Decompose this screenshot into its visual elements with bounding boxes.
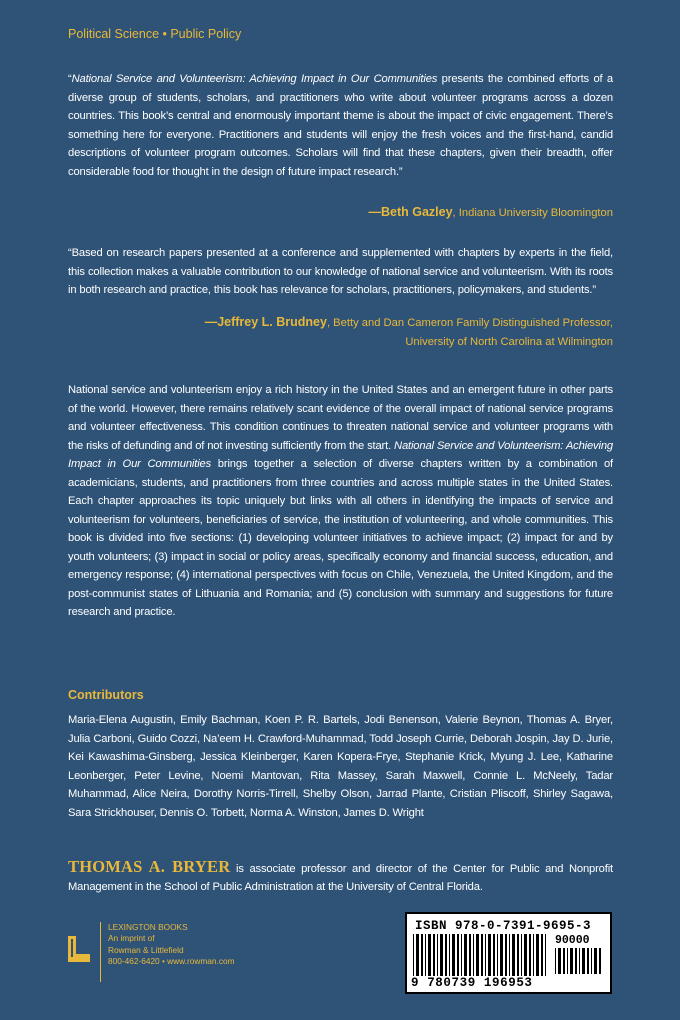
barcode-bar (555, 948, 556, 974)
isbn-barcode (405, 912, 612, 994)
endorsement-attribution-2 (68, 313, 613, 351)
publisher-block (66, 916, 235, 986)
publisher-contact: 800-462-6420 • www.rowman.com (108, 956, 235, 967)
barcode-bar (541, 934, 543, 976)
quote-body: presents the combined efforts of a diverse group of students, scholars, and practitioners who write about volunteer programs across a dozen countries. This book’s central and enormously important theme is about the impact of civic engagement. There’s something here for everyone. Practitioners and students will enjoy the fresh voices and the first-hand, candid descriptions of volunteer program outcomes. Scholars will find that these chapters, given their breadth, offer considerable food for thought in the design of future impact research.” (68, 73, 613, 178)
endorser-affiliation: , Indiana University Bloomington (452, 207, 613, 219)
barcode-bar (570, 948, 573, 974)
barcode-bar (428, 934, 431, 976)
subject-categories: Political Science • Public Policy (68, 27, 242, 41)
barcode-bar (512, 934, 515, 976)
publisher-info (108, 922, 235, 968)
barcode-bar (558, 948, 561, 974)
endorsement-attribution-1 (68, 203, 613, 223)
publisher-imprint: An imprint of (108, 933, 155, 944)
endorser-affiliation: , Betty and Dan Cameron Family Distinguished Professor, (326, 317, 613, 329)
barcode-bar (464, 934, 467, 976)
barcode-bar (413, 934, 414, 976)
ean-digits: 9 780739 196953 (411, 976, 533, 990)
endorsement-quote-1 (68, 70, 613, 181)
endorser-affiliation-line2: University of North Carolina at Wilmington (405, 335, 613, 348)
barcode-bar (461, 934, 462, 976)
endorser-name: —Jeffrey L. Brudney (204, 315, 327, 329)
open-quote: “ (68, 73, 72, 85)
barcode-bar (476, 934, 479, 976)
publisher-name: LEXINGTON BOOKS (108, 922, 188, 932)
barcode-bar (452, 934, 455, 976)
publisher-parent: Rowman & Littlefield (108, 944, 184, 955)
endorsement-quote-2: “Based on research papers presented at a conference and supplemented with chapters by experts in the field, this collection makes a valuable contribution to our knowledge of national service and volunteerism. With its roots in both research and practice, this book has relevance for scholars, practitioners, policymakers, and students.” (68, 247, 613, 296)
lexington-logo-icon (66, 934, 92, 964)
publisher-divider (100, 922, 101, 982)
contributors-list: Maria-Elena Augustin, Emily Bachman, Koen P. R. Bartels, Jodi Benenson, Valerie Beynon, Thomas A. Bryer, Julia Carboni, Guido Cozzi, Na’eem H. Crawford-Muhammad, Todd Joseph Currie, Deborah Jospin, Jay D. Jurie, Kei Kawashima-Ginsberg, Jessica Kleinberger, Karen Kopera-Frye, Stephanie Krick, Myung J. Lee, Katharine Leonberger, Peter Levine, Noemi Mantovan, Rita Massey, Sarah Maxwell, Connie L. McNeely, Tadar Muhammad, Alice Neira, Dorothy Norris-Tirrell, Shelby Olson, Jarrad Plante, Cristian Pliscoff, Shirley Sagawa, Sara Strickhouser, Dennis O. Torbett, Norma A. Winston, James D. Wright (68, 714, 613, 819)
barcode-bar (575, 948, 577, 974)
barcode-bar (505, 934, 507, 976)
barcode-bar (416, 934, 419, 976)
barcode-bar (437, 934, 438, 976)
barcode-bar (545, 934, 546, 976)
barcode-bar (449, 934, 450, 976)
barcode-bar (587, 948, 589, 974)
endorser-name: —Beth Gazley (368, 205, 453, 219)
barcode-bar (567, 948, 568, 974)
barcode-bar (473, 934, 474, 976)
price-code: 90000 (555, 934, 590, 947)
barcode-bar (481, 934, 483, 976)
book-title-italic: National Service and Volunteerism: Achieving Impact in Our Communities (71, 73, 438, 85)
price-barcode-icon (555, 948, 603, 974)
book-title-italic: National Service and Volunteerism: Achieving Impact in Our Communities (68, 439, 613, 470)
barcode-bar (591, 948, 592, 974)
barcode-bar (421, 934, 423, 976)
barcode-bar (599, 948, 601, 974)
barcode-bar (469, 934, 471, 976)
barcode-bar (488, 934, 491, 976)
description-part2: brings together a selection of diverse chapters written by a combination of academicians, students, and practitioners from three countries and across multiple states in the United States. Each chapter approaches its topic uniquely but links with all others in identifying the impacts of service and volunteerism for volunteers, beneficiaries of service, the institution of volunteering, and whole communities. This book is divided into five sections: (1) developing volunteer initiatives to achieve impact; (2) impact for and by youth volunteers; (3) impact in social or policy areas, specifically economy and financial success, education, and emergency response; (4) international perspectives with focus on Chile, Venezuela, the United Kingdom, and the post-communist states of Lithuania and Romania; and (5) conclusion with summary and suggestions for future research and practice. (68, 458, 613, 618)
barcode-bar (425, 934, 426, 976)
isbn-number: ISBN 978-0-7391-9695-3 (415, 919, 592, 933)
barcode-bar (533, 934, 534, 976)
barcode-bar (579, 948, 580, 974)
barcode-bar (440, 934, 443, 976)
barcode-bar (433, 934, 435, 976)
author-name: THOMAS A. BRYER (68, 857, 231, 876)
contributors-heading: Contributors (68, 688, 144, 702)
barcode-bar (509, 934, 510, 976)
barcode-bar (497, 934, 498, 976)
barcode-bar (445, 934, 447, 976)
barcode-bar (524, 934, 527, 976)
barcode-bar (521, 934, 522, 976)
barcode-bar (536, 934, 539, 976)
author-bio-text: is associate professor and director of the Center for Public and Nonprofit Management in the School of Public Administration at the University of Central Florida. (68, 863, 613, 893)
author-bio (68, 858, 613, 896)
barcode-bar (529, 934, 531, 976)
barcode-bar (485, 934, 486, 976)
barcode-bar (493, 934, 495, 976)
barcode-bar (563, 948, 565, 974)
barcode-bar (517, 934, 519, 976)
barcode-bar (582, 948, 585, 974)
book-description (68, 381, 613, 622)
barcode-bar (457, 934, 459, 976)
barcode-bar (594, 948, 597, 974)
ean-barcode-icon (413, 934, 548, 976)
description-part1: National service and volunteerism enjoy a rich history in the United States and an emergent future in other parts of the world. However, there remains relatively scant evidence of the overall impact of national service programs and volunteer effectiveness. This condition continues to threaten national service and volunteer programs with the risks of defunding and of not investing sufficiently from the start. (68, 384, 613, 452)
barcode-bar (500, 934, 503, 976)
